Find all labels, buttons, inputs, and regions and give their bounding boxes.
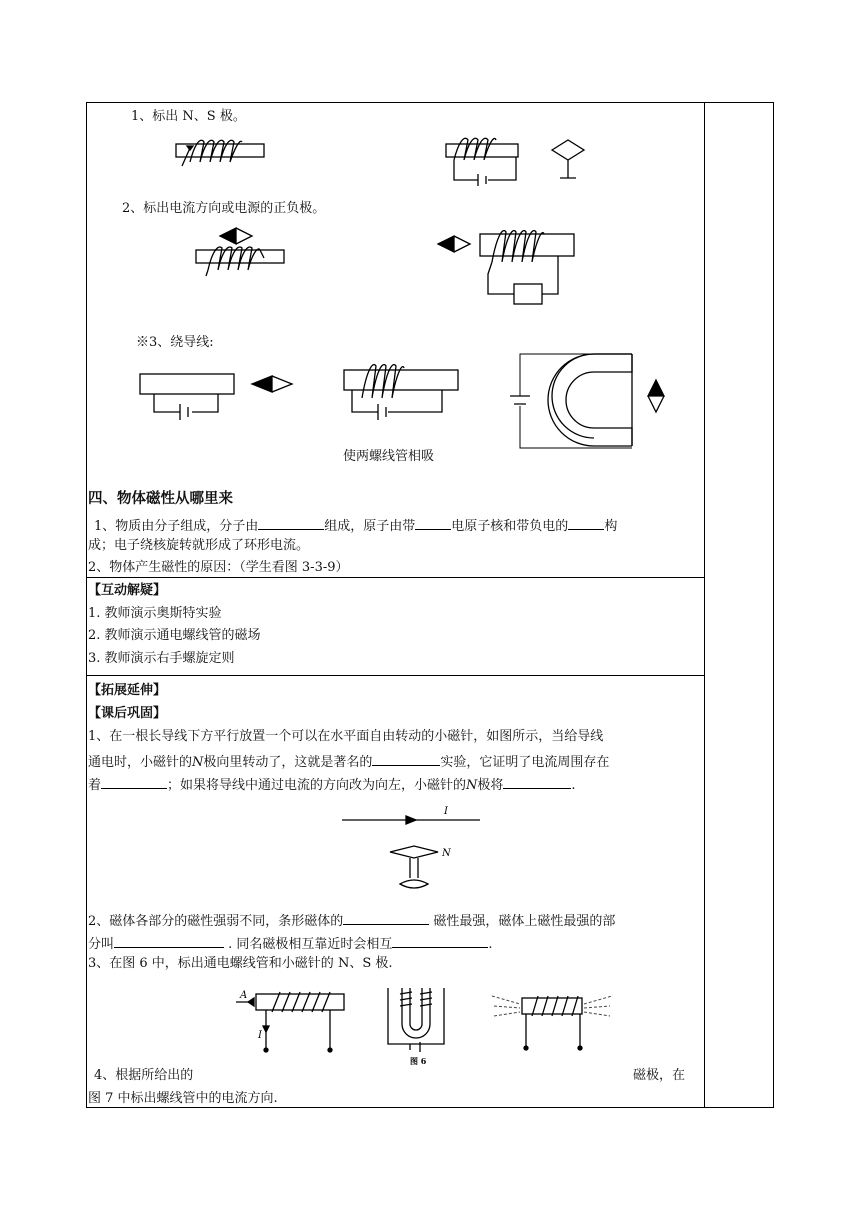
section-four-line-2: 成；电子绕核旋转就形成了环形电流。 [88, 538, 310, 553]
figure-solenoid-task1 [170, 136, 270, 176]
consolidation-heading: 【课后巩固】 [88, 706, 167, 721]
question-2-line-2: 分叫 . 同名磁极相互靠近时会相互 . [88, 933, 493, 954]
question-2-line-1: 2、磁体各部分的磁性强弱不同，条形磁体的 磁性最强，磁体上磁性最强的部 [88, 910, 615, 931]
row-divider [86, 577, 705, 578]
question-4-line-2: 图 7 中标出螺线管中的电流方向. [88, 1091, 278, 1106]
row-divider [86, 675, 705, 676]
interactive-item: 1. 教师演示奥斯特实验 [88, 606, 222, 621]
extension-heading: 【拓展延伸】 [88, 683, 167, 698]
section-four-line-1: 1、物质由分子组成，分子由 组成，原子由带 电原子核和带负电的 构 [94, 515, 617, 536]
task-3-text: ※3、绕导线: [136, 335, 214, 350]
task-1-text: 1、标出 N、S 极。 [131, 109, 246, 124]
figure-oersted-experiment [340, 802, 490, 894]
figure-solenoid-with-unknown-source [436, 222, 586, 312]
task-3-caption: 使两螺线管相吸 [343, 449, 435, 464]
label-I: I [258, 1030, 262, 1041]
figure-solenoid-attract [340, 360, 470, 434]
table-right-column-divider [704, 102, 705, 1108]
figure-6-caption: 图 6 [410, 1056, 427, 1066]
question-4-line-1-left: 4、根据所给出的 [94, 1068, 194, 1083]
label-current-I: I [444, 806, 448, 817]
figure-6-solenoid-left [234, 988, 350, 1060]
interactive-item: 2. 教师演示通电螺线管的磁场 [88, 628, 261, 643]
question-3-text: 3、在图 6 中，标出通电螺线管和小磁针的 N、S 极. [88, 956, 393, 971]
question-1-line-1: 1、在一根长导线下方平行放置一个可以在水平面自由转动的小磁针，如图所示，当给导线 [88, 729, 604, 744]
task-2-text: 2、标出电流方向或电源的正负极。 [122, 201, 326, 216]
section-four-line-3: 2、物体产生磁性的原因：（学生看图 3-3-9） [88, 560, 349, 575]
section-four-heading: 四、物体磁性从哪里来 [88, 491, 233, 507]
question-1-line-2: 通电时，小磁针的N极向里转动了，这就是著名的 实验，它证明了电流周围存在 [88, 751, 609, 772]
label-needle-N: N [442, 848, 451, 859]
figure-6-solenoid-right [490, 986, 614, 1056]
interactive-heading: 【互动解疑】 [88, 583, 167, 598]
figure-bar-and-needle-task3 [136, 370, 296, 426]
question-4-line-1-right: 磁极，在 [633, 1068, 686, 1083]
question-1-line-3: 着 ；如果将导线中通过电流的方向改为向左，小磁针的N极将 . [88, 774, 576, 795]
figure-solenoid-with-needle-top [190, 224, 300, 276]
label-A: A [240, 990, 248, 1001]
interactive-item: 3. 教师演示右手螺旋定则 [88, 651, 235, 666]
figure-solenoid-battery-needle [440, 136, 600, 190]
figure-6-u-magnet [384, 984, 448, 1064]
figure-u-magnet-circuit [506, 350, 686, 450]
